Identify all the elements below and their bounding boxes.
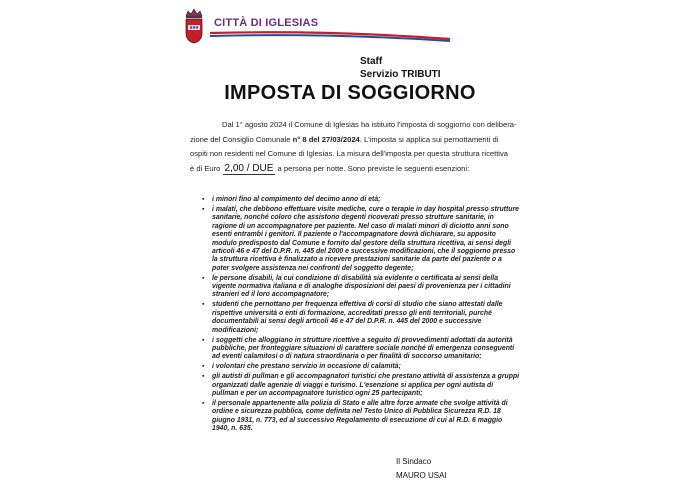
- resolution-reference: n° 8 del 27/03/2024: [292, 134, 360, 144]
- page-title: IMPOSTA DI SOGGIORNO: [224, 82, 476, 104]
- list-item: ▪ il personale appartenente alla polizia di Stato e alle altre forze armate che svolge attività di ordine e sicurezza pubblica, come definita nel Testo Unico di Pubblica Sicurezza R.D. 18 giugno 1931, n. 773, ed al successivo Regolamento di esecuzione di cui al R.D. 6 maggio 1940, n. 635.: [200, 400, 520, 434]
- signatory-name: MAURO USAI: [396, 471, 447, 480]
- list-item: ▪ i malati, che debbono effettuare visite mediche, cure o terapie in day hospital presso strutture sanitarie, nonché coloro che assistono degenti ricoverati presso strutture sanitarie, in ragione di un accompagnatore per paziente. Nel caso di malati minori di diciotto anni sono esenti entrambi i genitori. Il paziente o l'accompagnatore dovrà dichiarare, su apposito modulo predisposto dal Comune e fornito dal gestore della struttura ricettiva, ai sensi degli articoli 46 e 47 del D.P.R. n. 445 del 2000 e successive modificazioni, che il soggiorno presso la struttura ricettiva è finalizzato a ricevere prestazioni sanitarie da parte del paziente o a poter svolgere assistenza nei confronti del soggetto degente;: [200, 206, 520, 273]
- intro-line-4-post: a persona per notte. Sono previste le seguenti esenzioni:: [275, 163, 470, 173]
- list-item: ▪ studenti che pernottano per frequenza effettiva di corsi di studio che siano attestati dalle rispettive università o enti di formazione, accreditati presso gli enti territoriali, purché documentabili ai sensi degli articoli 46 e 47 del D.P.R. n. 445 del 2000 e successive modificazioni;: [200, 301, 520, 335]
- list-item: ▪ le persone disabili, la cui condizione di disabilità sia evidente o certificata ai sensi della vigente normativa italiana e di analoghe disposizioni dei paesi di provenienza per i cittadini stranieri ed il loro accompagnatore;: [200, 275, 520, 300]
- header-decorative-rule: [210, 30, 450, 42]
- exemptions-list: [200, 196, 520, 433]
- tax-amount: 2,00 / DUE: [224, 162, 274, 174]
- staff-line: Staff: [360, 56, 383, 67]
- intro-line-3: ospiti non residenti nel Comune di Iglesias. La misura dell'imposta per questa struttura ricettiva: [190, 149, 509, 158]
- city-crest-icon: [183, 8, 205, 44]
- intro-line-1: Dal 1° agosto 2024 il Comune di Iglesias ha istituito l'imposta di soggiorno con delibera-: [222, 120, 517, 129]
- intro-line-4: [190, 162, 510, 177]
- signature-block: [396, 455, 447, 483]
- service-line: Servizio TRIBUTI: [360, 69, 441, 80]
- list-item: ▪ i minori fino al compimento del decimo anno di età;: [200, 196, 520, 204]
- list-item: ▪ i volontari che prestano servizio in occasione di calamità;: [200, 363, 520, 371]
- intro-line-2-post: . L'imposta si applica sui pernottamenti di: [359, 134, 499, 144]
- intro-paragraph: [190, 118, 517, 176]
- office-label: [360, 55, 441, 81]
- signatory-role: Il Sindaco: [396, 457, 432, 466]
- list-item: ▪ i soggetti che alloggiano in strutture ricettive a seguito di provvedimenti adottati da autorità pubbliche, per fronteggiare situazioni di carattere sociale nonché di emergenza conseguenti ad eventi calamitosi o di natura straordinaria o per finalità di soccorso umanitario;: [200, 337, 520, 362]
- intro-line-2-pre: zione del Consiglio Comunale: [190, 134, 293, 144]
- city-name: CITTÀ DI IGLESIAS: [214, 17, 319, 29]
- intro-line-4-pre: è di Euro: [190, 163, 223, 173]
- intro-line-2: [190, 133, 510, 148]
- list-item: ▪ gli autisti di pullman e gli accompagnatori turistici che prestano attività di assistenza a gruppi organizzati dalle agenzie di viaggi e turismo. L'esenzione si applica per ogni autista di pullman e per un accompagnatore turistico ogni 25 partecipanti;: [200, 373, 520, 398]
